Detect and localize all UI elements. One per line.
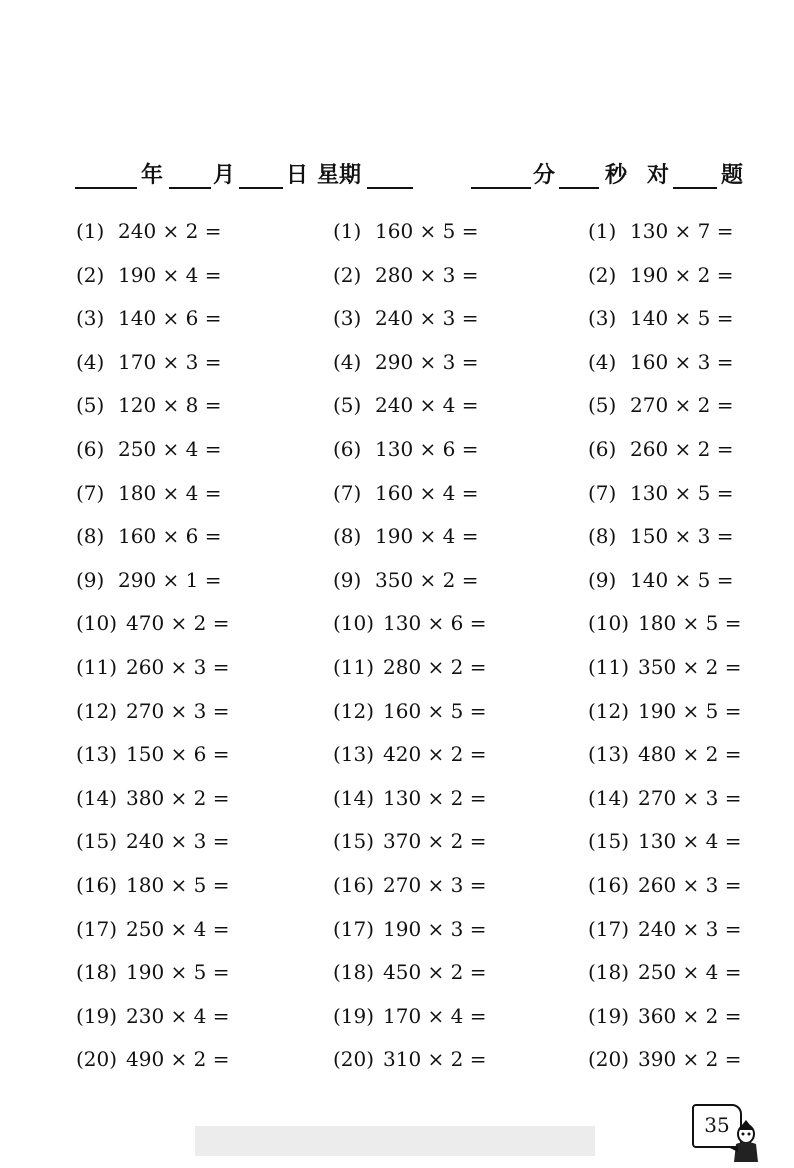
problem-row: [588, 781, 794, 825]
problem-expression: 280 × 2 =: [383, 654, 487, 679]
problem-row: [588, 650, 794, 694]
problem-expression: 240 × 4 =: [375, 393, 479, 418]
problem-number: (10): [588, 611, 630, 636]
problem-row: [76, 476, 306, 520]
problem-number: (19): [588, 1003, 630, 1028]
problem-row: [333, 650, 563, 694]
problem-row: [588, 345, 794, 389]
problem-row: [333, 781, 563, 825]
problem-number: (6): [76, 436, 105, 461]
problem-number: (8): [588, 524, 617, 549]
problem-row: [588, 694, 794, 738]
problem-number: (1): [76, 219, 105, 243]
problem-row: [76, 258, 306, 302]
problem-expression: 160 × 3 =: [630, 349, 734, 374]
problem-expression: 270 × 3 =: [126, 698, 230, 723]
problem-column-1: [76, 214, 306, 1086]
problem-row: [333, 432, 563, 476]
problem-row: [76, 868, 306, 912]
problem-expression: 140 × 5 =: [630, 306, 734, 331]
problem-expression: 180 × 4 =: [118, 480, 222, 505]
problem-row: [76, 737, 306, 781]
problem-number: (3): [76, 306, 105, 331]
problem-row: [76, 301, 306, 345]
problem-expression: 160 × 5 =: [383, 698, 487, 723]
problem-row: [333, 824, 563, 868]
problem-row: [588, 824, 794, 868]
problem-number: (9): [333, 567, 362, 592]
problem-row: [333, 476, 563, 520]
worksheet-header: [75, 158, 745, 192]
problem-row: [76, 999, 306, 1043]
problem-expression: 190 × 3 =: [383, 916, 487, 941]
problem-row: [588, 301, 794, 345]
problem-expression: 280 × 3 =: [375, 262, 479, 287]
correct-blank[interactable]: [673, 187, 717, 189]
problem-row: [333, 214, 563, 258]
problem-number: (5): [76, 393, 105, 418]
problem-number: (3): [588, 306, 617, 331]
problem-number: (19): [333, 1003, 375, 1028]
problem-number: (3): [333, 306, 362, 331]
problem-row: [588, 912, 794, 956]
problem-number: (14): [333, 785, 375, 810]
problem-expression: 260 × 2 =: [630, 436, 734, 461]
problem-expression: 130 × 6 =: [375, 436, 479, 461]
problem-expression: 240 × 3 =: [126, 829, 230, 854]
weekday-label: 星期: [317, 162, 362, 188]
problem-expression: 170 × 3 =: [118, 349, 222, 374]
problem-number: (20): [588, 1047, 630, 1072]
problem-expression: 190 × 5 =: [638, 698, 742, 723]
problem-number: (8): [76, 524, 105, 549]
problem-row: [588, 955, 794, 999]
problem-number: (12): [76, 698, 118, 723]
mascot-icon: [726, 1118, 762, 1166]
problem-row: [588, 737, 794, 781]
problem-number: (12): [333, 698, 375, 723]
problem-row: [333, 563, 563, 607]
problem-expression: 250 × 4 =: [126, 916, 230, 941]
problem-number: (13): [588, 742, 630, 767]
problem-number: (20): [76, 1047, 118, 1072]
problem-expression: 180 × 5 =: [126, 872, 230, 897]
problem-row: [76, 912, 306, 956]
problem-expression: 120 × 8 =: [118, 393, 222, 418]
problem-expression: 380 × 2 =: [126, 785, 230, 810]
month-blank[interactable]: [169, 187, 211, 189]
problem-expression: 130 × 5 =: [630, 480, 734, 505]
problem-row: [76, 388, 306, 432]
problem-row: [333, 258, 563, 302]
problem-expression: 270 × 3 =: [638, 785, 742, 810]
problem-number: (7): [76, 480, 105, 505]
problem-expression: 160 × 6 =: [118, 524, 222, 549]
problem-expression: 130 × 7 =: [630, 219, 734, 243]
second-blank[interactable]: [559, 187, 599, 189]
problem-number: (19): [76, 1003, 118, 1028]
problem-row: [76, 519, 306, 563]
problem-row: [333, 912, 563, 956]
problem-row: [76, 955, 306, 999]
problem-row: [588, 563, 794, 607]
problem-number: (15): [76, 829, 118, 854]
problem-row: [588, 476, 794, 520]
problem-number: (9): [76, 567, 105, 592]
problem-number: (9): [588, 567, 617, 592]
problem-number: (6): [333, 436, 362, 461]
problem-number: (10): [333, 611, 375, 636]
problem-number: (17): [76, 916, 118, 941]
second-label: 秒: [605, 162, 628, 188]
problem-number: (6): [588, 436, 617, 461]
problem-number: (4): [76, 349, 105, 374]
problem-expression: 130 × 6 =: [383, 611, 487, 636]
problem-row: [588, 868, 794, 912]
problem-expression: 350 × 2 =: [375, 567, 479, 592]
problem-row: [333, 999, 563, 1043]
problem-row: [588, 258, 794, 302]
problem-row: [588, 999, 794, 1043]
problem-expression: 240 × 2 =: [118, 219, 222, 243]
problem-number: (2): [76, 262, 105, 287]
problem-row: [333, 868, 563, 912]
problem-expression: 190 × 5 =: [126, 960, 230, 985]
problem-expression: 290 × 1 =: [118, 567, 222, 592]
problem-row: [588, 606, 794, 650]
problem-expression: 190 × 4 =: [118, 262, 222, 287]
minute-blank[interactable]: [471, 187, 531, 189]
problem-expression: 140 × 5 =: [630, 567, 734, 592]
problem-row: [588, 388, 794, 432]
problem-row: [333, 301, 563, 345]
year-label: 年: [141, 162, 164, 188]
day-blank[interactable]: [239, 187, 283, 189]
problem-expression: 490 × 2 =: [126, 1047, 230, 1072]
problem-expression: 190 × 2 =: [630, 262, 734, 287]
problem-number: (2): [588, 262, 617, 287]
problem-row: [76, 781, 306, 825]
problem-expression: 270 × 2 =: [630, 393, 734, 418]
problem-number: (5): [333, 393, 362, 418]
problem-expression: 130 × 2 =: [383, 785, 487, 810]
problem-expression: 310 × 2 =: [383, 1047, 487, 1072]
problem-row: [76, 606, 306, 650]
problem-number: (12): [588, 698, 630, 723]
problem-expression: 450 × 2 =: [383, 960, 487, 985]
problem-number: (5): [588, 393, 617, 418]
problem-expression: 390 × 2 =: [638, 1047, 742, 1072]
problem-expression: 260 × 3 =: [126, 654, 230, 679]
problem-number: (18): [76, 960, 118, 985]
problem-number: (16): [76, 872, 118, 897]
problem-number: (18): [588, 960, 630, 985]
problem-row: [333, 955, 563, 999]
problem-number: (7): [588, 480, 617, 505]
problem-expression: 370 × 2 =: [383, 829, 487, 854]
day-label: 日: [286, 162, 309, 188]
page-number: 35: [704, 1113, 730, 1137]
problem-number: (1): [333, 219, 362, 243]
problem-expression: 480 × 2 =: [638, 742, 742, 767]
problem-expression: 180 × 5 =: [638, 611, 742, 636]
problem-expression: 230 × 4 =: [126, 1003, 230, 1028]
problem-row: [333, 519, 563, 563]
problem-number: (13): [76, 742, 118, 767]
year-blank[interactable]: [75, 187, 137, 189]
problem-expression: 160 × 5 =: [375, 219, 479, 243]
problem-row: [76, 1042, 306, 1086]
problem-number: (17): [333, 916, 375, 941]
problem-number: (14): [588, 785, 630, 810]
problem-row: [76, 694, 306, 738]
problem-number: (8): [333, 524, 362, 549]
problem-number: (4): [333, 349, 362, 374]
problem-expression: 470 × 2 =: [126, 611, 230, 636]
weekday-blank[interactable]: [367, 187, 413, 189]
problem-column-3: [588, 214, 794, 1086]
problem-expression: 130 × 4 =: [638, 829, 742, 854]
problem-row: [333, 737, 563, 781]
problem-number: (17): [588, 916, 630, 941]
problem-number: (14): [76, 785, 118, 810]
problem-row: [588, 432, 794, 476]
problem-number: (11): [333, 654, 375, 679]
problem-number: (1): [588, 219, 617, 243]
problem-number: (7): [333, 480, 362, 505]
problem-row: [588, 519, 794, 563]
problem-expression: 150 × 3 =: [630, 524, 734, 549]
problem-number: (13): [333, 742, 375, 767]
problem-row: [76, 432, 306, 476]
problem-expression: 240 × 3 =: [638, 916, 742, 941]
problem-row: [333, 388, 563, 432]
problem-expression: 290 × 3 =: [375, 349, 479, 374]
problem-row: [76, 824, 306, 868]
minute-label: 分: [533, 162, 556, 188]
problem-number: (15): [588, 829, 630, 854]
problem-number: (16): [333, 872, 375, 897]
problem-row: [76, 563, 306, 607]
problem-row: [333, 1042, 563, 1086]
problem-expression: 190 × 4 =: [375, 524, 479, 549]
problem-expression: 170 × 4 =: [383, 1003, 487, 1028]
problem-row: [76, 214, 306, 258]
problem-row: [76, 345, 306, 389]
footer-strip: [195, 1126, 595, 1156]
problem-number: (11): [588, 654, 630, 679]
problem-expression: 350 × 2 =: [638, 654, 742, 679]
problem-column-2: [333, 214, 563, 1086]
problem-expression: 270 × 3 =: [383, 872, 487, 897]
problem-expression: 140 × 6 =: [118, 306, 222, 331]
problem-number: (15): [333, 829, 375, 854]
problem-row: [333, 694, 563, 738]
problem-row: [76, 650, 306, 694]
problem-expression: 250 × 4 =: [118, 436, 222, 461]
problem-row: [333, 345, 563, 389]
problem-number: (20): [333, 1047, 375, 1072]
problem-number: (4): [588, 349, 617, 374]
problem-expression: 360 × 2 =: [638, 1003, 742, 1028]
problem-expression: 420 × 2 =: [383, 742, 487, 767]
problem-expression: 240 × 3 =: [375, 306, 479, 331]
problem-number: (16): [588, 872, 630, 897]
problem-row: [588, 1042, 794, 1086]
problem-number: (18): [333, 960, 375, 985]
problem-row: [588, 214, 794, 258]
problem-expression: 250 × 4 =: [638, 960, 742, 985]
problem-expression: 260 × 3 =: [638, 872, 742, 897]
questions-label: 题: [721, 162, 744, 188]
problem-number: (11): [76, 654, 118, 679]
problem-row: [333, 606, 563, 650]
correct-label: 对: [647, 162, 670, 188]
month-label: 月: [213, 162, 236, 188]
problem-expression: 160 × 4 =: [375, 480, 479, 505]
problem-number: (2): [333, 262, 362, 287]
problem-number: (10): [76, 611, 118, 636]
problem-expression: 150 × 6 =: [126, 742, 230, 767]
